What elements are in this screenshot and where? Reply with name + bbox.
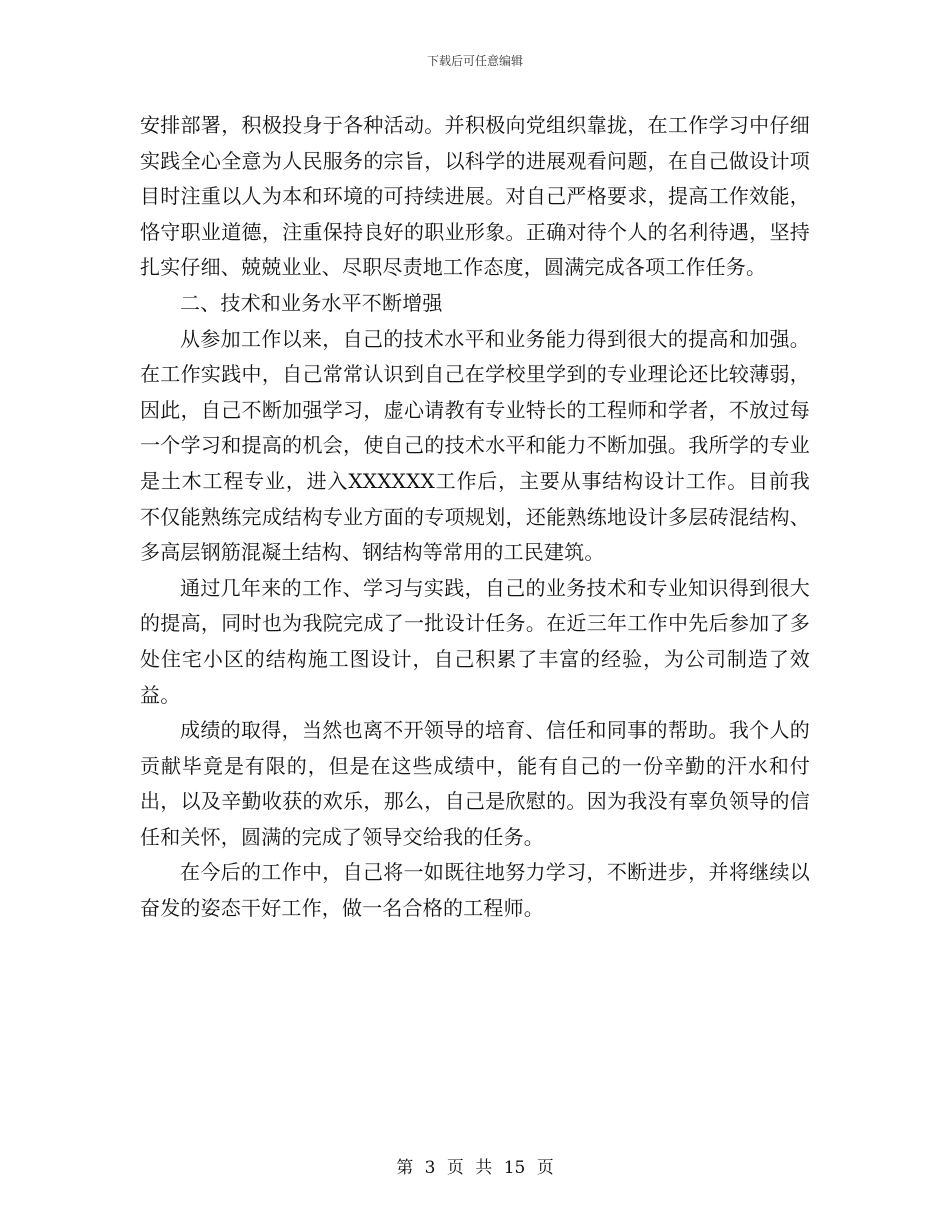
document-body [140,108,810,927]
paragraph: 成绩的取得，当然也离不开领导的培育、信任和同事的帮助。我个人的贡献毕竟是有限的，但是在这些成绩中，能有自己的一份辛勤的汗水和付出，以及辛勤收获的欢乐，那么，自己是欣慰的。因为我没有辜负领导的信任和关怀，圆满的完成了领导交给我的任务。 [140,718,810,849]
page-header: 下载后可任意编辑 [426,54,523,68]
page-number: 第 3 页 共 15 页 [396,1158,554,1178]
paragraph: 通过几年来的工作、学习与实践，自己的业务技术和专业知识得到很大的提高，同时也为我院完成了一批设计任务。在近三年工作中先后参加了多处住宅小区的结构施工图设计，自己积累了丰富的经验，为公司制造了效益。 [140,575,810,707]
section-heading: 二、技术和业务水平不断增强 [180,290,443,315]
paragraph: 在今后的工作中，自己将一如既往地努力学习，不断进步，并将继续以奋发的姿态干好工作，做一名合格的工程师。 [140,860,810,921]
paragraph: 安排部署，积极投身于各种活动。并积极向党组织靠拢，在工作学习中仔细实践全心全意为人民服务的宗旨，以科学的进展观看问题，在自己做设计项目时注重以人为本和环境的可持续进展。对自己严格要求，提高工作效能，恪守职业道德，注重保持良好的职业形象。正确对待个人的名利待遇，坚持扎实仔细、兢兢业业、尽职尽责地工作态度，圆满完成各项工作任务。 [140,113,810,280]
paragraph: 从参加工作以来，自己的技术水平和业务能力得到很大的提高和加强。在工作实践中，自己常常认识到自己在学校里学到的专业理论还比较薄弱，因此，自己不断加强学习，虚心请教有专业特长的工程师和学者，不放过每一个学习和提高的机会，使自己的技术水平和能力不断加强。我所学的专业是土木工程专业，进入XXXXXX工作后，主要从事结构设计工作。目前我不仅能熟练完成结构专业方面的专项规划，还能熟练地设计多层砖混结构、多高层钢筋混凝土结构、钢结构等常用的工民建筑。 [140,326,810,565]
